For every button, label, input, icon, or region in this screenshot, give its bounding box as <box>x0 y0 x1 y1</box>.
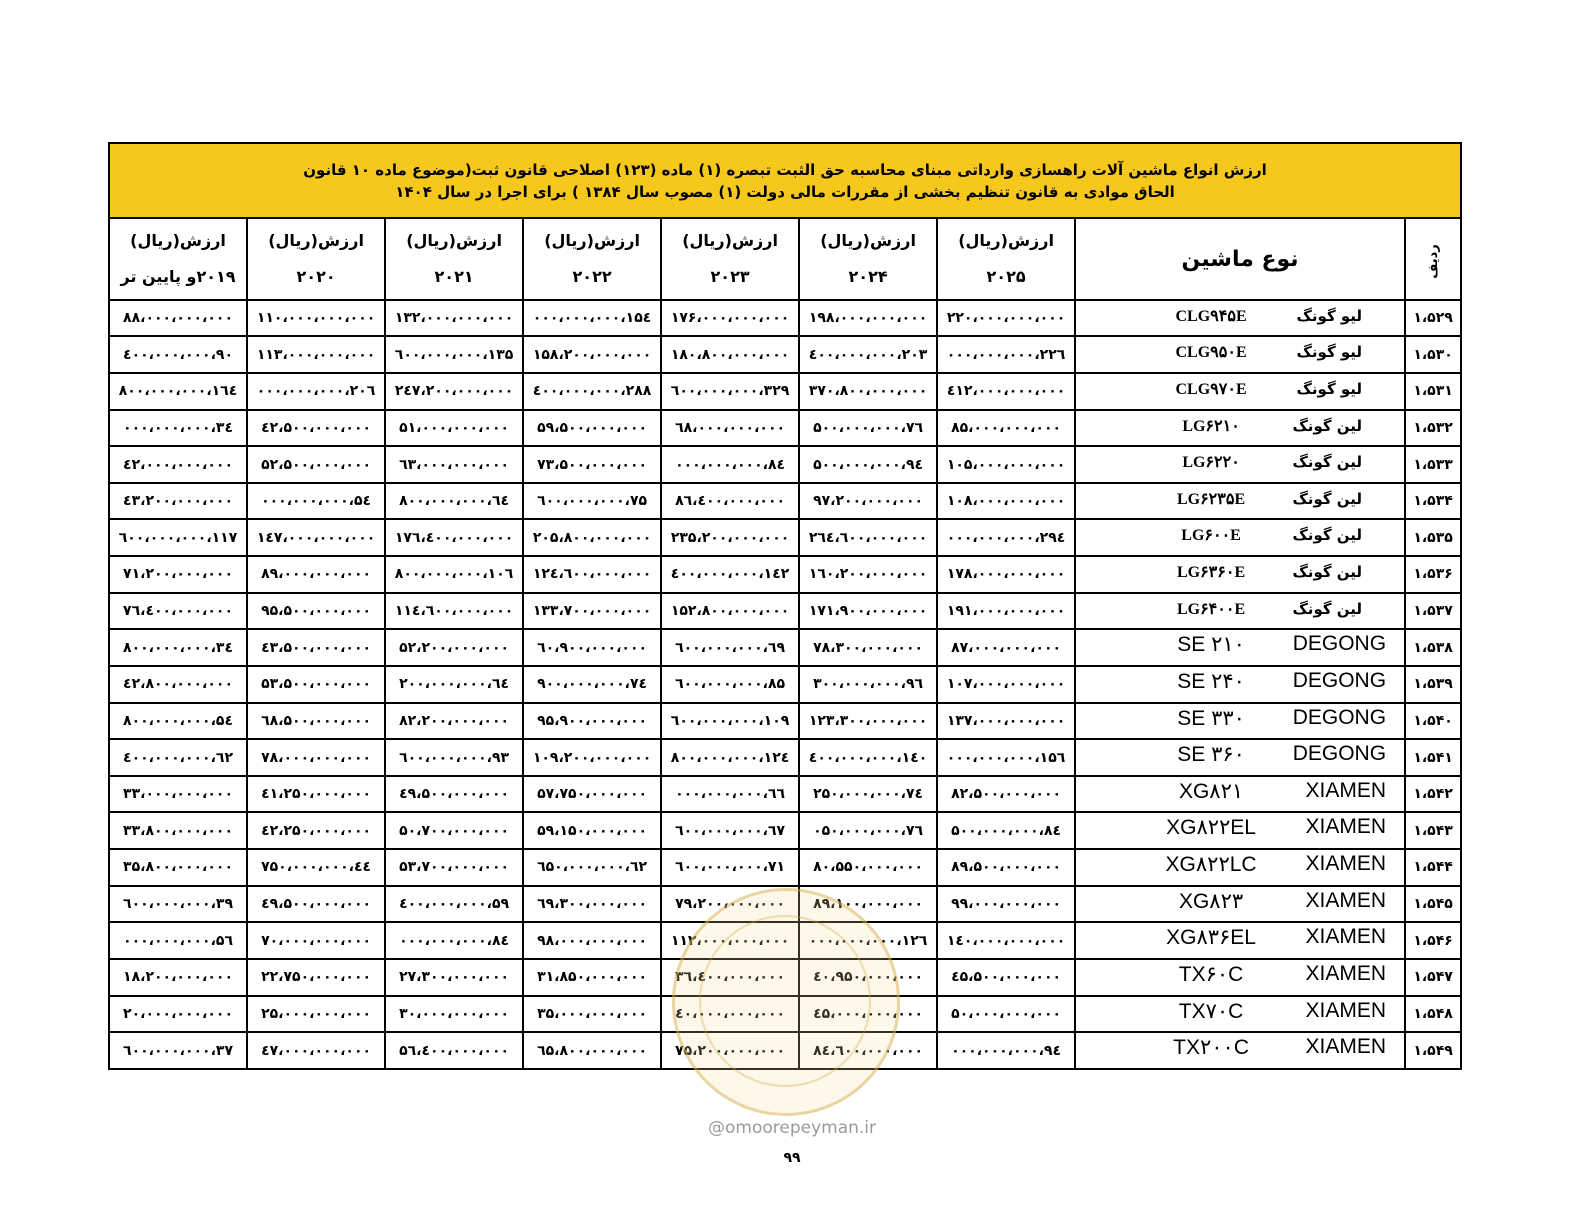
value-cell: ٤٤،۷۵۰،۰۰۰،۰۰۰ <box>247 849 385 886</box>
value-cell: ۸۲،۲۰۰،۰۰۰،۰۰۰ <box>385 703 523 740</box>
value-cell: ۳٤،۸۰۰،۰۰۰،۰۰۰ <box>109 629 247 666</box>
value-cell: ۷۵،٦۰۰،۰۰۰،۰۰۰ <box>523 483 661 520</box>
value-cell: ٦۰،۹۰۰،۰۰۰،۰۰۰ <box>523 629 661 666</box>
header-index <box>1405 218 1461 299</box>
table-row <box>109 519 1461 556</box>
value-cell: ۷۸،۰۰۰،۰۰۰،۰۰۰ <box>247 739 385 776</box>
value-cell: ۷۱،۲۰۰،۰۰۰،۰۰۰ <box>109 556 247 593</box>
machine-brand: XIAMEN <box>1305 778 1387 802</box>
value-cell: ٦٤،۲۰۰،۰۰۰،۰۰۰ <box>385 666 523 703</box>
value-cell: ٤۲،۰۰۰،۰۰۰،۰۰۰ <box>109 446 247 483</box>
value-cell: ۷۱،٦۰۰،۰۰۰،۰۰۰ <box>661 849 799 886</box>
value-cell: ۸٤،۰۰۰،۰۰۰،۰۰۰ <box>661 446 799 483</box>
value-cell: ۲٤۷،۲۰۰،۰۰۰،۰۰۰ <box>385 373 523 410</box>
table-row <box>109 739 1461 776</box>
row-index: ۱،۵۳۹ <box>1405 666 1461 703</box>
value-cell: ۷۰،۰۰۰،۰۰۰،۰۰۰ <box>247 922 385 959</box>
value-cell: ۳۷۰،۸۰۰،۰۰۰،۰۰۰ <box>799 373 937 410</box>
machine-brand: XIAMEN <box>1305 961 1387 985</box>
machine-brand: DEGONG <box>1292 668 1387 692</box>
table-row <box>109 996 1461 1033</box>
machine-brand: لیو گونگ <box>1296 379 1363 398</box>
machine-model: TX۶۰C <box>1178 962 1244 986</box>
machine-type-cell <box>1075 446 1405 483</box>
value-cell: ٤۰،۹۵۰،۰۰۰،۰۰۰ <box>799 959 937 996</box>
value-cell: ۱۰۸،۰۰۰،۰۰۰،۰۰۰ <box>937 483 1075 520</box>
value-cell: ٤۲،۲۵۰،۰۰۰،۰۰۰ <box>247 812 385 849</box>
machine-model: CLG۹۵۰E <box>1175 344 1247 362</box>
machine-type-cell <box>1075 666 1405 703</box>
machine-type-cell <box>1075 922 1405 959</box>
machine-model: LG۶۲۲۰ <box>1182 454 1240 472</box>
value-cell: ۵۹،۱۵۰،۰۰۰،۰۰۰ <box>523 812 661 849</box>
value-cell: ۱۹۱،۰۰۰،۰۰۰،۰۰۰ <box>937 593 1075 630</box>
value-cell: ۱۳۵،٦۰۰،۰۰۰،۰۰۰ <box>385 336 523 373</box>
value-cell: ٤۲،۵۰۰،۰۰۰،۰۰۰ <box>247 410 385 447</box>
table-row <box>109 1032 1461 1069</box>
value-cell: ٤۱۲،۰۰۰،۰۰۰،۰۰۰ <box>937 373 1075 410</box>
machine-type-cell <box>1075 1032 1405 1069</box>
value-cell: ۸۹،۰۰۰،۰۰۰،۰۰۰ <box>247 556 385 593</box>
header-index-label: ردیف <box>1425 243 1441 279</box>
row-index: ۱،۵۳۸ <box>1405 629 1461 666</box>
header-year: ۲۰۲۰ <box>296 267 336 286</box>
machine-type-cell <box>1075 703 1405 740</box>
value-cell: ۹۷،۲۰۰،۰۰۰،۰۰۰ <box>799 483 937 520</box>
table-row <box>109 373 1461 410</box>
value-cell: ۷٦،۵۰۰،۰۰۰،۰۰۰ <box>799 410 937 447</box>
machine-model: XG۸۲۳ <box>1178 889 1244 913</box>
value-cell: ۱۵٤،۰۰۰،۰۰۰،۰۰۰ <box>523 300 661 337</box>
value-cell: ۹٤،۰۰۰،۰۰۰،۰۰۰ <box>937 1032 1075 1069</box>
table-row <box>109 922 1461 959</box>
machine-type-cell <box>1075 849 1405 886</box>
value-cell: ۵۲،۵۰۰،۰۰۰،۰۰۰ <box>247 446 385 483</box>
row-index: ۱،۵۳۰ <box>1405 336 1461 373</box>
value-cell: ۷۹،۲۰۰،۰۰۰،۰۰۰ <box>661 886 799 923</box>
value-cell: ۳۰،۰۰۰،۰۰۰،۰۰۰ <box>385 996 523 1033</box>
machine-model: XG۸۳۶EL <box>1166 926 1256 950</box>
value-cell: ۱۰۹،۲۰۰،۰۰۰،۰۰۰ <box>523 739 661 776</box>
header-year-2023 <box>661 218 799 299</box>
machine-brand: XIAMEN <box>1305 852 1387 876</box>
machine-model: TX۷۰C <box>1178 999 1244 1023</box>
value-cell: ۵۰،۰۰۰،۰۰۰،۰۰۰ <box>937 996 1075 1033</box>
machine-type-cell <box>1075 300 1405 337</box>
value-cell: ۵٤،۰۰۰،۰۰۰،۰۰۰ <box>247 483 385 520</box>
machine-brand: لیو گونگ <box>1296 343 1363 362</box>
machine-type-cell <box>1075 812 1405 849</box>
table-row <box>109 629 1461 666</box>
header-value-label: ارزش(ریال) <box>958 231 1054 250</box>
value-cell: ۷٦،۰۵۰،۰۰۰،۰۰۰ <box>799 812 937 849</box>
value-cell: ۵۷،۷۵۰،۰۰۰،۰۰۰ <box>523 776 661 813</box>
row-index: ۱،۵۴۱ <box>1405 739 1461 776</box>
row-index: ۱،۵۳۳ <box>1405 446 1461 483</box>
value-cell: ۱۱٤،٦۰۰،۰۰۰،۰۰۰ <box>385 593 523 630</box>
value-cell: ۱۸۰،۸۰۰،۰۰۰،۰۰۰ <box>661 336 799 373</box>
value-cell: ۲۵،۰۰۰،۰۰۰،۰۰۰ <box>247 996 385 1033</box>
machine-brand: XIAMEN <box>1305 815 1387 839</box>
value-cell: ۳۱،۸۵۰،۰۰۰،۰۰۰ <box>523 959 661 996</box>
table-row <box>109 849 1461 886</box>
table-row <box>109 300 1461 337</box>
value-cell: ۸۹،۱۰۰،۰۰۰،۰۰۰ <box>799 886 937 923</box>
value-cell: ٤۱،۲۵۰،۰۰۰،۰۰۰ <box>247 776 385 813</box>
row-index: ۱،۵۴۵ <box>1405 886 1461 923</box>
value-cell: ٦۲،٤۰۰،۰۰۰،۰۰۰ <box>109 739 247 776</box>
machine-model: LG۶۳۶۰E <box>1176 564 1246 582</box>
table-row <box>109 812 1461 849</box>
machine-model: CLG۹۷۰E <box>1175 380 1247 398</box>
value-cell: ۱۵۸،۲۰۰،۰۰۰،۰۰۰ <box>523 336 661 373</box>
value-cell: ۷۵،۲۰۰،۰۰۰،۰۰۰ <box>661 1032 799 1069</box>
header-year-2020 <box>247 218 385 299</box>
table-row <box>109 556 1461 593</box>
header-year-2025 <box>937 218 1075 299</box>
value-cell: ٤۳،۲۰۰،۰۰۰،۰۰۰ <box>109 483 247 520</box>
value-cell: ۱۱۰،۰۰۰،۰۰۰،۰۰۰ <box>247 300 385 337</box>
row-index: ۱،۵۴۸ <box>1405 996 1461 1033</box>
machine-type-cell <box>1075 886 1405 923</box>
machine-type-cell <box>1075 483 1405 520</box>
row-index: ۱،۵۴۷ <box>1405 959 1461 996</box>
machine-type-cell <box>1075 410 1405 447</box>
value-cell: ۱۱۳،۰۰۰،۰۰۰،۰۰۰ <box>247 336 385 373</box>
value-cell: ۲۲۰،۰۰۰،۰۰۰،۰۰۰ <box>937 300 1075 337</box>
header-year: ۲۰۲۳ <box>710 267 750 286</box>
machine-type-cell <box>1075 739 1405 776</box>
row-index: ۱،۵۴۴ <box>1405 849 1461 886</box>
value-cell: ۱٤۰،۰۰۰،۰۰۰،۰۰۰ <box>937 922 1075 959</box>
header-year-2019-and-below <box>109 218 247 299</box>
table-title <box>109 143 1461 218</box>
value-cell: ۱۰۹،٦۰۰،۰۰۰،۰۰۰ <box>661 703 799 740</box>
row-index: ۱،۵۳۴ <box>1405 483 1461 520</box>
header-year-2022 <box>523 218 661 299</box>
row-index: ۱،۵۳۵ <box>1405 519 1461 556</box>
row-index: ۱،۵۴۲ <box>1405 776 1461 813</box>
value-cell: ۹۹،۰۰۰،۰۰۰،۰۰۰ <box>937 886 1075 923</box>
machine-type-cell <box>1075 556 1405 593</box>
value-cell: ۸۰،۵۵۰،۰۰۰،۰۰۰ <box>799 849 937 886</box>
value-cell: ۲٦٤،٦۰۰،۰۰۰،۰۰۰ <box>799 519 937 556</box>
value-cell: ۳٤،۰۰۰،۰۰۰،۰۰۰ <box>109 410 247 447</box>
value-cell: ٦٦،۰۰۰،۰۰۰،۰۰۰ <box>661 776 799 813</box>
value-cell: ۹۵،۹۰۰،۰۰۰،۰۰۰ <box>523 703 661 740</box>
value-cell: ۱۰۷،۰۰۰،۰۰۰،۰۰۰ <box>937 666 1075 703</box>
machine-type-cell <box>1075 336 1405 373</box>
machine-brand: لیو گونگ <box>1296 306 1363 325</box>
machine-type-cell <box>1075 959 1405 996</box>
value-cell: ۱۲٤،۸۰۰،۰۰۰،۰۰۰ <box>661 739 799 776</box>
site-watermark: @omoorepeyman.ir <box>707 1118 877 1138</box>
value-cell: ٤۷،۰۰۰،۰۰۰،۰۰۰ <box>247 1032 385 1069</box>
table-row <box>109 666 1461 703</box>
machine-model: LG۶۴۰۰E <box>1176 600 1246 618</box>
value-cell: ۵۱،۰۰۰،۰۰۰،۰۰۰ <box>385 410 523 447</box>
machine-model: XG۸۲۲LC <box>1165 853 1257 877</box>
value-cell: ۵۹،٤۰۰،۰۰۰،۰۰۰ <box>385 886 523 923</box>
value-cell: ۱۰۵،۰۰۰،۰۰۰،۰۰۰ <box>937 446 1075 483</box>
value-cell: ۱۵٦،۰۰۰،۰۰۰،۰۰۰ <box>937 739 1075 776</box>
machine-brand: DEGONG <box>1292 632 1387 656</box>
value-cell: ۱۲٦،۰۰۰،۰۰۰،۰۰۰ <box>799 922 937 959</box>
table-row <box>109 959 1461 996</box>
value-cell: ۲۳۵،۲۰۰،۰۰۰،۰۰۰ <box>661 519 799 556</box>
table-row <box>109 776 1461 813</box>
value-cell: ٤۵،۰۰۰،۰۰۰،۰۰۰ <box>799 996 937 1033</box>
value-cell: ۳۵،۸۰۰،۰۰۰،۰۰۰ <box>109 849 247 886</box>
value-cell: ۷٦،٤۰۰،۰۰۰،۰۰۰ <box>109 593 247 630</box>
value-cell: ٦۹،٦۰۰،۰۰۰،۰۰۰ <box>661 629 799 666</box>
machinery-value-table <box>108 142 1462 1070</box>
value-cell: ۸٤،۰۰۰،۰۰۰،۰۰۰ <box>385 922 523 959</box>
row-index: ۱،۵۳۲ <box>1405 410 1461 447</box>
value-cell: ۳۹،٦۰۰،۰۰۰،۰۰۰ <box>109 886 247 923</box>
value-cell: ۱۷۶،۰۰۰،۰۰۰،۰۰۰ <box>661 300 799 337</box>
value-cell: ۱۱۷،٦۰۰،۰۰۰،۰۰۰ <box>109 519 247 556</box>
value-cell: ٦۳،۰۰۰،۰۰۰،۰۰۰ <box>385 446 523 483</box>
header-year-2024 <box>799 218 937 299</box>
value-cell: ٤۹،۵۰۰،۰۰۰،۰۰۰ <box>247 886 385 923</box>
table-row <box>109 593 1461 630</box>
value-cell: ۸۵،۰۰۰،۰۰۰،۰۰۰ <box>937 410 1075 447</box>
value-cell: ۹۸،۰۰۰،۰۰۰،۰۰۰ <box>523 922 661 959</box>
row-index: ۱،۵۴۳ <box>1405 812 1461 849</box>
value-cell: ۱۳۲،۰۰۰،۰۰۰،۰۰۰ <box>385 300 523 337</box>
value-cell: ۳۳،۰۰۰،۰۰۰،۰۰۰ <box>109 776 247 813</box>
machine-type-cell <box>1075 593 1405 630</box>
machine-model: SE ۲۴۰ <box>1177 669 1245 693</box>
page-number: ۹۹ <box>783 1150 801 1166</box>
machine-model: LG۶۲۳۵E <box>1176 490 1246 508</box>
row-index: ۱،۵۴۶ <box>1405 922 1461 959</box>
machine-model: LG۶۲۱۰ <box>1182 417 1240 435</box>
value-cell: ۹۰،٤۰۰،۰۰۰،۰۰۰ <box>109 336 247 373</box>
value-cell: ۲۲٦،۰۰۰،۰۰۰،۰۰۰ <box>937 336 1075 373</box>
value-cell: ۹۵،۵۰۰،۰۰۰،۰۰۰ <box>247 593 385 630</box>
value-cell: ۷٤،۹۰۰،۰۰۰،۰۰۰ <box>523 666 661 703</box>
machine-brand: لین گونگ <box>1292 599 1363 618</box>
table-row <box>109 483 1461 520</box>
machine-model: XG۸۲۲EL <box>1166 816 1256 840</box>
machine-model: LG۶۰۰E <box>1181 527 1241 545</box>
value-cell: ۷۸،۳۰۰،۰۰۰،۰۰۰ <box>799 629 937 666</box>
value-cell: ٤۹،۵۰۰،۰۰۰،۰۰۰ <box>385 776 523 813</box>
value-cell: ٦۸،۰۰۰،۰۰۰،۰۰۰ <box>661 410 799 447</box>
value-cell: ۱۵۲،۸۰۰،۰۰۰،۰۰۰ <box>661 593 799 630</box>
header-value-label: ارزش(ریال) <box>682 231 778 250</box>
value-cell: ۵۲،۲۰۰،۰۰۰،۰۰۰ <box>385 629 523 666</box>
value-cell: ۱٤۰،٤۰۰،۰۰۰،۰۰۰ <box>799 739 937 776</box>
value-cell: ٤۳،۵۰۰،۰۰۰،۰۰۰ <box>247 629 385 666</box>
title-line-1: ارزش انواع ماشین آلات راهسازی وارداتی مبنای محاسبه حق الثبت تبصره (۱) ماده (۱۲۳) اصلاحی قانون ثبت(موضوع ماده ۱۰ قانون <box>303 160 1267 179</box>
header-year: ۲۰۲۱ <box>434 267 474 286</box>
value-cell: ۸٤،٦۰۰،۰۰۰،۰۰۰ <box>799 1032 937 1069</box>
value-cell: ۸۹،۵۰۰،۰۰۰،۰۰۰ <box>937 849 1075 886</box>
value-cell: ۱۲۳،۳۰۰،۰۰۰،۰۰۰ <box>799 703 937 740</box>
value-cell: ۱۲٤،٦۰۰،۰۰۰،۰۰۰ <box>523 556 661 593</box>
title-line-2: الحاق موادی به قانون تنظیم بخشی از مقررات مالی دولت (۱) مصوب سال ۱۳۸۴ ) برای اجرا در سال ۱۴۰۴ <box>395 182 1175 201</box>
value-cell: ۳۳،۸۰۰،۰۰۰،۰۰۰ <box>109 812 247 849</box>
value-cell: ۵۰،۷۰۰،۰۰۰،۰۰۰ <box>385 812 523 849</box>
machine-brand: XIAMEN <box>1305 888 1387 912</box>
value-cell: ۹٤،۵۰۰،۰۰۰،۰۰۰ <box>799 446 937 483</box>
value-cell: ۵۳،۵۰۰،۰۰۰،۰۰۰ <box>247 666 385 703</box>
value-cell: ٤۲،۸۰۰،۰۰۰،۰۰۰ <box>109 666 247 703</box>
row-index: ۱،۵۲۹ <box>1405 300 1461 337</box>
value-cell: ۲۰۵،۸۰۰،۰۰۰،۰۰۰ <box>523 519 661 556</box>
header-year: ۲۰۱۹و پایین تر <box>120 267 236 286</box>
value-cell: ۲۰۳،٤۰۰،۰۰۰،۰۰۰ <box>799 336 937 373</box>
machine-brand: لین گونگ <box>1292 416 1363 435</box>
machine-brand: XIAMEN <box>1305 925 1387 949</box>
machine-model: TX۲۰۰C <box>1173 1036 1249 1060</box>
value-cell: ۲۰،۰۰۰،۰۰۰،۰۰۰ <box>109 996 247 1033</box>
value-cell: ٦۲،٦۵۰،۰۰۰،۰۰۰ <box>523 849 661 886</box>
value-cell: ۱۳۳،۷۰۰،۰۰۰،۰۰۰ <box>523 593 661 630</box>
machine-brand: DEGONG <box>1292 705 1387 729</box>
value-cell: ۳٦،٤۰۰،۰۰۰،۰۰۰ <box>661 959 799 996</box>
machine-type-cell <box>1075 629 1405 666</box>
value-cell: ۵٦،٤۰۰،۰۰۰،۰۰۰ <box>385 1032 523 1069</box>
machine-type-cell <box>1075 519 1405 556</box>
value-cell: ٦۸،۵۰۰،۰۰۰،۰۰۰ <box>247 703 385 740</box>
value-cell: ۵۳،۷۰۰،۰۰۰،۰۰۰ <box>385 849 523 886</box>
value-cell: ۲۸۸،٤۰۰،۰۰۰،۰۰۰ <box>523 373 661 410</box>
header-value-label: ارزش(ریال) <box>268 231 364 250</box>
machine-type-cell <box>1075 373 1405 410</box>
value-cell: ۱٦٤،۸۰۰،۰۰۰،۰۰۰ <box>109 373 247 410</box>
value-cell: ۵٦،۰۰۰،۰۰۰،۰۰۰ <box>109 922 247 959</box>
value-cell: ٤۵،۵۰۰،۰۰۰،۰۰۰ <box>937 959 1075 996</box>
table-row <box>109 336 1461 373</box>
value-cell: ۳۵،۰۰۰،۰۰۰،۰۰۰ <box>523 996 661 1033</box>
machine-model: XG۸۲۱ <box>1178 779 1244 803</box>
machine-brand: لین گونگ <box>1292 453 1363 472</box>
header-year-2021 <box>385 218 523 299</box>
table-row <box>109 446 1461 483</box>
machine-model: SE ۲۱۰ <box>1177 633 1245 657</box>
value-cell: ۸۵،٦۰۰،۰۰۰،۰۰۰ <box>661 666 799 703</box>
machine-brand: لین گونگ <box>1292 489 1363 508</box>
machine-model: SE ۳۶۰ <box>1177 743 1245 767</box>
header-year: ۲۰۲۵ <box>986 267 1026 286</box>
machine-model: CLG۹۴۵E <box>1175 307 1247 325</box>
value-cell: ۸۷،۰۰۰،۰۰۰،۰۰۰ <box>937 629 1075 666</box>
value-cell: ٦٤،۸۰۰،۰۰۰،۰۰۰ <box>385 483 523 520</box>
machine-type-cell <box>1075 996 1405 1033</box>
value-cell: ۱۷۸،۰۰۰،۰۰۰،۰۰۰ <box>937 556 1075 593</box>
value-cell: ۷٤،۲۵۰،۰۰۰،۰۰۰ <box>799 776 937 813</box>
header-machine-type: نوع ماشین <box>1075 218 1405 299</box>
header-value-label: ارزش(ریال) <box>544 231 640 250</box>
value-cell: ٦۷،٦۰۰،۰۰۰،۰۰۰ <box>661 812 799 849</box>
value-cell: ٦۹،۳۰۰،۰۰۰،۰۰۰ <box>523 886 661 923</box>
value-cell: ۱۸،۲۰۰،۰۰۰،۰۰۰ <box>109 959 247 996</box>
machine-brand: XIAMEN <box>1305 998 1387 1022</box>
value-cell: ٤۰،۰۰۰،۰۰۰،۰۰۰ <box>661 996 799 1033</box>
header-value-label: ارزش(ریال) <box>130 231 226 250</box>
header-value-label: ارزش(ریال) <box>406 231 502 250</box>
value-cell: ۱۷۱،۹۰۰،۰۰۰،۰۰۰ <box>799 593 937 630</box>
value-cell: ۵۹،۵۰۰،۰۰۰،۰۰۰ <box>523 410 661 447</box>
value-cell: ۷۳،۵۰۰،۰۰۰،۰۰۰ <box>523 446 661 483</box>
header-value-label: ارزش(ریال) <box>820 231 916 250</box>
table-row <box>109 703 1461 740</box>
row-index: ۱،۵۳۶ <box>1405 556 1461 593</box>
value-cell: ۱٦۰،۲۰۰،۰۰۰،۰۰۰ <box>799 556 937 593</box>
value-cell: ۱۷٦،٤۰۰،۰۰۰،۰۰۰ <box>385 519 523 556</box>
value-cell: ۱۳۷،۰۰۰،۰۰۰،۰۰۰ <box>937 703 1075 740</box>
table-row <box>109 410 1461 447</box>
value-cell: ۸۲،۵۰۰،۰۰۰،۰۰۰ <box>937 776 1075 813</box>
row-index: ۱،۵۳۱ <box>1405 373 1461 410</box>
value-cell: ۸٤،۵۰۰،۰۰۰،۰۰۰ <box>937 812 1075 849</box>
value-cell: ۹۳،٦۰۰،۰۰۰،۰۰۰ <box>385 739 523 776</box>
value-cell: ۱۰٦،۸۰۰،۰۰۰،۰۰۰ <box>385 556 523 593</box>
value-cell: ۱۱۲،۰۰۰،۰۰۰،۰۰۰ <box>661 922 799 959</box>
value-cell: ۸۸،۰۰۰،۰۰۰،۰۰۰ <box>109 300 247 337</box>
machine-brand: XIAMEN <box>1305 1035 1387 1059</box>
value-cell: ۱٤۷،۰۰۰،۰۰۰،۰۰۰ <box>247 519 385 556</box>
row-index: ۱،۵۳۷ <box>1405 593 1461 630</box>
machine-model: SE ۳۳۰ <box>1177 706 1245 730</box>
table-row <box>109 886 1461 923</box>
value-cell: ۸٦،٤۰۰،۰۰۰،۰۰۰ <box>661 483 799 520</box>
value-cell: ۱٤۲،٤۰۰،۰۰۰،۰۰۰ <box>661 556 799 593</box>
value-cell: ۲۹٤،۰۰۰،۰۰۰،۰۰۰ <box>937 519 1075 556</box>
row-index: ۱،۵۴۹ <box>1405 1032 1461 1069</box>
row-index: ۱،۵۴۰ <box>1405 703 1461 740</box>
value-cell: ۱۹۸،۰۰۰،۰۰۰،۰۰۰ <box>799 300 937 337</box>
header-year: ۲۰۲۲ <box>572 267 612 286</box>
header-year: ۲۰۲۴ <box>848 267 888 286</box>
machine-brand: لین گونگ <box>1292 526 1363 545</box>
value-cell: ۹٦،۳۰۰،۰۰۰،۰۰۰ <box>799 666 937 703</box>
machine-brand: لین گونگ <box>1292 563 1363 582</box>
value-cell: ۲۲،۷۵۰،۰۰۰،۰۰۰ <box>247 959 385 996</box>
value-cell: ۲۷،۳۰۰،۰۰۰،۰۰۰ <box>385 959 523 996</box>
machine-brand: DEGONG <box>1292 742 1387 766</box>
value-cell: ۳۲۹،٦۰۰،۰۰۰،۰۰۰ <box>661 373 799 410</box>
value-cell: ۳۷،٦۰۰،۰۰۰،۰۰۰ <box>109 1032 247 1069</box>
value-cell: ۲۰٦،۰۰۰،۰۰۰،۰۰۰ <box>247 373 385 410</box>
value-cell: ۵٤،۸۰۰،۰۰۰،۰۰۰ <box>109 703 247 740</box>
value-cell: ٦۵،۸۰۰،۰۰۰،۰۰۰ <box>523 1032 661 1069</box>
machine-type-cell <box>1075 776 1405 813</box>
